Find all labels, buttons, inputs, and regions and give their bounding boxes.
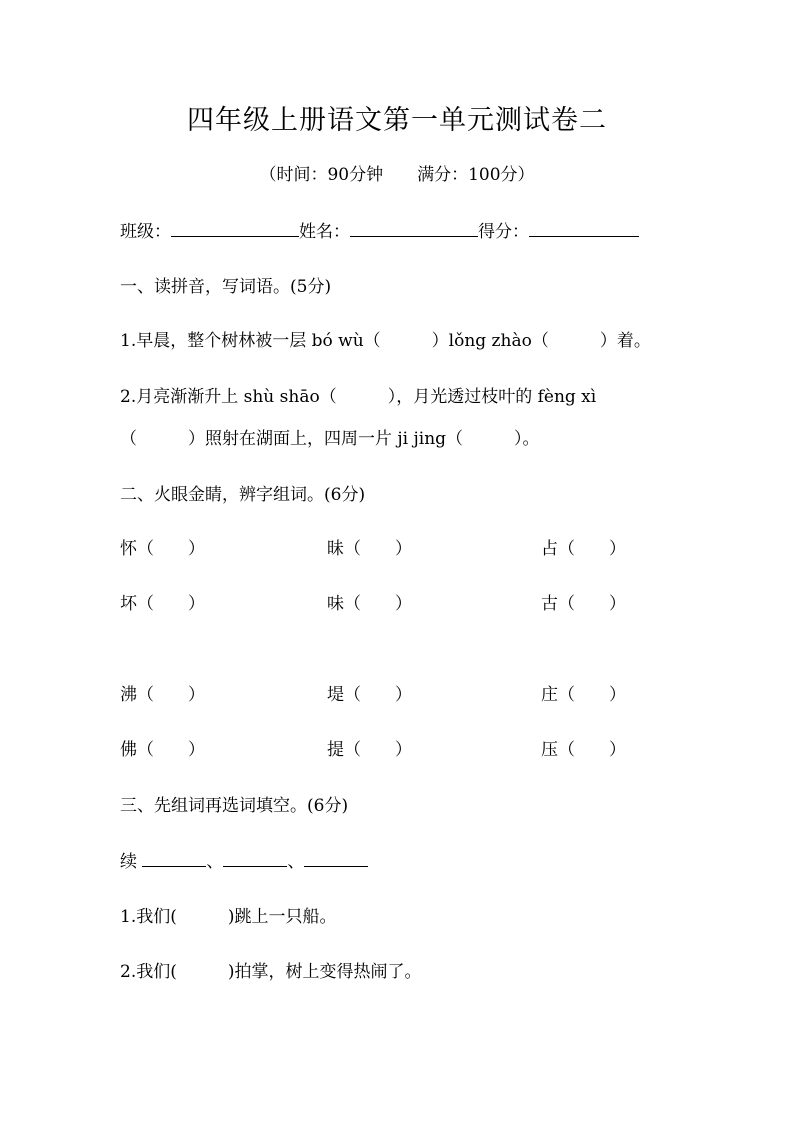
separator: 、 bbox=[206, 852, 224, 872]
name-field[interactable] bbox=[350, 218, 478, 237]
grid-item: 堤（ ） bbox=[327, 685, 412, 705]
page-title: 四年级上册语文第一单元测试卷二 bbox=[187, 105, 607, 136]
grid-item: 古（ ） bbox=[541, 594, 626, 614]
grid-item: 庄（ ） bbox=[541, 685, 626, 705]
answer-blank[interactable] bbox=[142, 848, 206, 867]
section2-heading: 二、火眼金睛，辨字组词。(6分) bbox=[120, 485, 366, 505]
student-info-line bbox=[120, 217, 639, 242]
grid-item: 提（ ） bbox=[327, 740, 412, 760]
grid-item: 沸（ ） bbox=[120, 685, 205, 705]
grid-item: 佛（ ） bbox=[120, 740, 205, 760]
grid-item: 坏（ ） bbox=[120, 594, 205, 614]
grid-item: 昧（ ） bbox=[327, 539, 412, 559]
section3-heading: 三、先组词再选词填空。(6分) bbox=[120, 796, 349, 816]
question-1-1: 1.早晨，整个树林被一层 bó wù（ ）lǒng zhào（ ）着。 bbox=[120, 331, 651, 351]
grid-item: 压（ ） bbox=[541, 740, 626, 760]
prompt-char: 续 bbox=[120, 852, 137, 872]
grid-item: 怀（ ） bbox=[120, 539, 205, 559]
question-1-2-line2: （ ）照射在湖面上，四周一片 ji jing（ ）。 bbox=[120, 429, 540, 449]
answer-blank[interactable] bbox=[223, 848, 287, 867]
separator: 、 bbox=[287, 852, 305, 872]
class-field[interactable] bbox=[171, 218, 299, 237]
grid-item: 占（ ） bbox=[541, 539, 626, 559]
class-label: 班级： bbox=[120, 222, 171, 242]
word-forming-line bbox=[120, 847, 368, 872]
name-label: 姓名： bbox=[299, 222, 350, 242]
score-field[interactable] bbox=[529, 218, 639, 237]
score-label: 得分： bbox=[478, 222, 529, 242]
question-3-2: 2.我们( )拍掌，树上变得热闹了。 bbox=[120, 962, 422, 982]
section1-heading: 一、读拼音，写词语。(5分) bbox=[120, 277, 332, 297]
answer-blank[interactable] bbox=[304, 848, 368, 867]
grid-item: 味（ ） bbox=[327, 594, 412, 614]
question-1-2-line1: 2.月亮渐渐升上 shù shāo（ ），月光透过枝叶的 fèng xì bbox=[120, 387, 597, 407]
question-3-1: 1.我们( )跳上一只船。 bbox=[120, 907, 337, 927]
exam-meta: （时间：90分钟 满分：100分） bbox=[259, 165, 535, 185]
